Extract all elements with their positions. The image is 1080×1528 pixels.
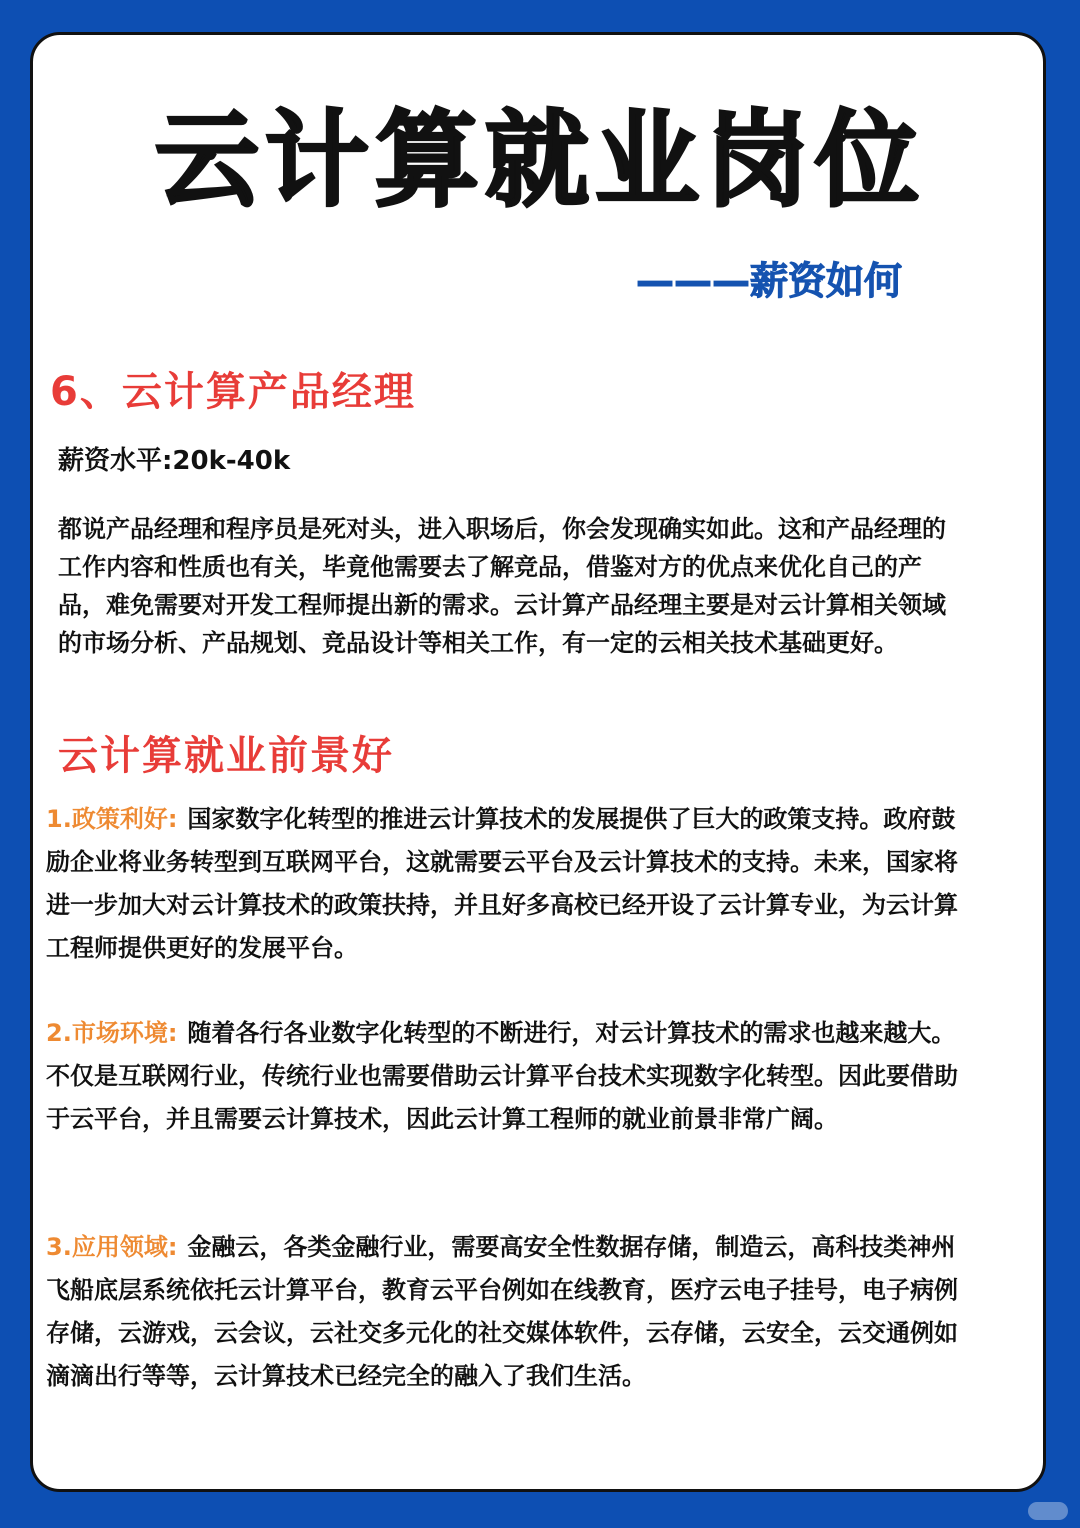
point-label: 2.市场环境: [46,1019,178,1047]
point-policy [46,798,960,970]
point-label: 1.政策利好: [46,805,178,833]
point-market [46,1012,960,1141]
section-heading-product-manager: 6、云计算产品经理 [50,369,416,415]
watermark-badge [1028,1502,1068,1520]
point-text: 随着各行各业数字化转型的不断进行，对云计算技术的需求也越来越大。不仅是互联网行业，传统行业也需要借助云计算平台技术实现数字化转型。因此要借助于云平台，并且需要云计算技术，因此云计算工程师的就业前景非常广阔。 [46,1019,958,1133]
point-text: 国家数字化转型的推进云计算技术的发展提供了巨大的政策支持。政府鼓励企业将业务转型到互联网平台，这就需要云平台及云计算技术的支持。未来，国家将进一步加大对云计算技术的政策扶持，并且好多高校已经开设了云计算专业，为云计算工程师提供更好的发展平台。 [46,805,958,962]
page-subtitle: ———薪资如何 [636,259,903,303]
point-text: 金融云，各类金融行业，需要高安全性数据存储，制造云，高科技类神州飞船底层系统依托云计算平台，教育云平台例如在线教育，医疗云电子挂号，电子病例存储，云游戏，云会议，云社交多元化的社交媒体软件，云存储，云安全，云交通例如滴滴出行等等，云计算技术已经完全的融入了我们生活。 [46,1233,958,1390]
point-label: 3.应用领域: [46,1233,178,1261]
page-title: 云计算就业岗位 [154,99,925,221]
product-manager-description: 都说产品经理和程序员是死对头，进入职场后，你会发现确实如此。这和产品经理的工作内容和性质也有关，毕竟他需要去了解竞品，借鉴对方的优点来优化自己的产品，难免需要对开发工程师提出新的需求。云计算产品经理主要是对云计算相关领域的市场分析、产品规划、竞品设计等相关工作，有一定的云相关技术基础更好。 [58,515,946,657]
point-applications [46,1226,960,1398]
salary-level: 薪资水平:20k-40k [58,446,291,476]
section-heading-prospects: 云计算就业前景好 [58,733,394,779]
